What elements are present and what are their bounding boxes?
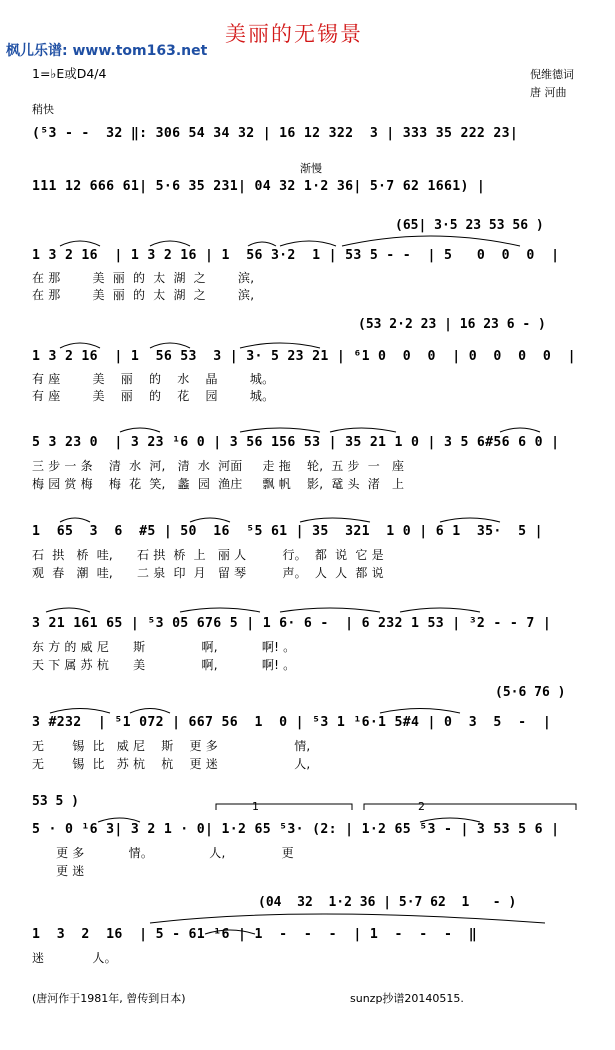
lyric-verse-2: 天 下 属 苏 杭 美 啊, 啊! 。 bbox=[32, 658, 296, 672]
song-title: 美丽的无锡景 bbox=[225, 22, 363, 46]
lyric-verse-2: 更 迷 bbox=[32, 864, 85, 878]
notation-line: 5 3 23 0 | 3 23 ¹6 0 | 3 56 156 53 | 35 21 1 0 | 3 5 6#56 6 0 | bbox=[32, 435, 560, 450]
lyricist-credit: 倪维德词 bbox=[530, 68, 574, 81]
interlude-notes: 53 5 ) bbox=[32, 794, 79, 809]
lyric-verse-1: 三 步 一 条 清 水 河, 清 水 河面 走 拖 轮, 五 步 一 座 bbox=[32, 459, 405, 473]
notation-line: 1 3 2 16 | 5 - 61 ¹6 | 1 - - - | 1 - - - ‖ bbox=[32, 927, 477, 942]
notation-line: 5 · 0 ¹6 3| 3 2 1 · 0| 1·2 65 ⁵3· (2: | 1·2 65 ⁵3 - | 3 53 5 6 | bbox=[32, 822, 560, 837]
interlude-notes: (5·6 76 ) bbox=[495, 685, 566, 700]
notation-line: 1 3 2 16 | 1 3 2 16 | 1 56 3·2 1 | 53 5 - - | 5 0 0 0 | bbox=[32, 248, 560, 263]
notation-line: 111 12 666 61| 5·6 35 231| 04 32 1·2 36| 5·7 62 1661) | bbox=[32, 179, 486, 194]
lyric-verse-1: 迷 人。 bbox=[32, 951, 117, 965]
lyric-verse-2: 梅 园 赏 梅 梅 花 笑, 蠡 园 渔庄 飘 帆 影, 鼋 头 渚 上 bbox=[32, 477, 405, 491]
notation-line: (⁵3 - - 32 ‖: 306 54 34 32 | 16 12 322 3 | 333 35 222 23| bbox=[32, 126, 519, 141]
lyric-verse-2: 观 春 潮 哇, 二 泉 印 月 留 琴 声。 人 人 都 说 bbox=[32, 566, 384, 580]
footer-note: (唐河作于1981年, 曾传到日本) bbox=[32, 992, 186, 1005]
notation-line: 3 21 161 65 | ⁵3 05 676 5 | 1 6· 6 - | 6 232 1 53 | ³2 - - 7 | bbox=[32, 616, 552, 631]
interlude-notes: (53 2·2 23 | 16 23 6 - ) bbox=[358, 317, 546, 332]
composer-credit: 唐 河曲 bbox=[530, 86, 567, 99]
notation-line: 1 65 3 6 #5 | 50 16 ⁵5 61 | 35 321 1 0 | 6 1 35· 5 | bbox=[32, 524, 543, 539]
volta-1-label: 1 bbox=[252, 800, 259, 813]
tempo-mark: 稍快 bbox=[32, 103, 54, 116]
transcriber-credit: sunzp抄谱20140515. bbox=[350, 992, 464, 1005]
lyric-verse-2: 无 锡 比 苏 杭 杭 更 迷 人, bbox=[32, 757, 311, 771]
volta-2-label: 2 bbox=[418, 800, 425, 813]
notation-line: 1 3 2 16 | 1 56 53 3 | 3· 5 23 21 | ⁶1 0 0 0 | 0 0 0 0 | bbox=[32, 349, 576, 364]
lyric-verse-2: 有 座 美 丽 的 花 园 城。 bbox=[32, 389, 275, 403]
site-label[interactable]: 枫儿乐谱: www.tom163.net bbox=[6, 43, 208, 59]
lyric-verse-1: 有 座 美 丽 的 水 晶 城。 bbox=[32, 372, 275, 386]
interlude-notes: (65| 3·5 23 53 56 ) bbox=[395, 218, 544, 233]
lyric-verse-1: 东 方 的 威 尼 斯 啊, 啊! 。 bbox=[32, 640, 296, 654]
key-signature: 1=♭E或D4/4 bbox=[32, 66, 107, 81]
lyric-verse-1: 在 那 美 丽 的 太 湖 之 滨, bbox=[32, 271, 255, 285]
lyric-verse-1: 更 多 情。 人, 更 bbox=[32, 846, 294, 860]
lyric-verse-1: 石 拱 桥 哇, 石 拱 桥 上 丽 人 行。 都 说 它 是 bbox=[32, 548, 384, 562]
interlude-notes: (04 32 1·2 36 | 5·7 62 1 - ) bbox=[258, 895, 517, 910]
tempo-annotation: 渐慢 bbox=[300, 162, 322, 175]
notation-line: 3 #232 | ⁵1 072 | 667 56 1 0 | ⁵3 1 ¹6·1 5#4 | 0 3 5 - | bbox=[32, 715, 552, 730]
lyric-verse-1: 无 锡 比 威 尼 斯 更 多 情, bbox=[32, 739, 311, 753]
lyric-verse-2: 在 那 美 丽 的 太 湖 之 滨, bbox=[32, 288, 255, 302]
